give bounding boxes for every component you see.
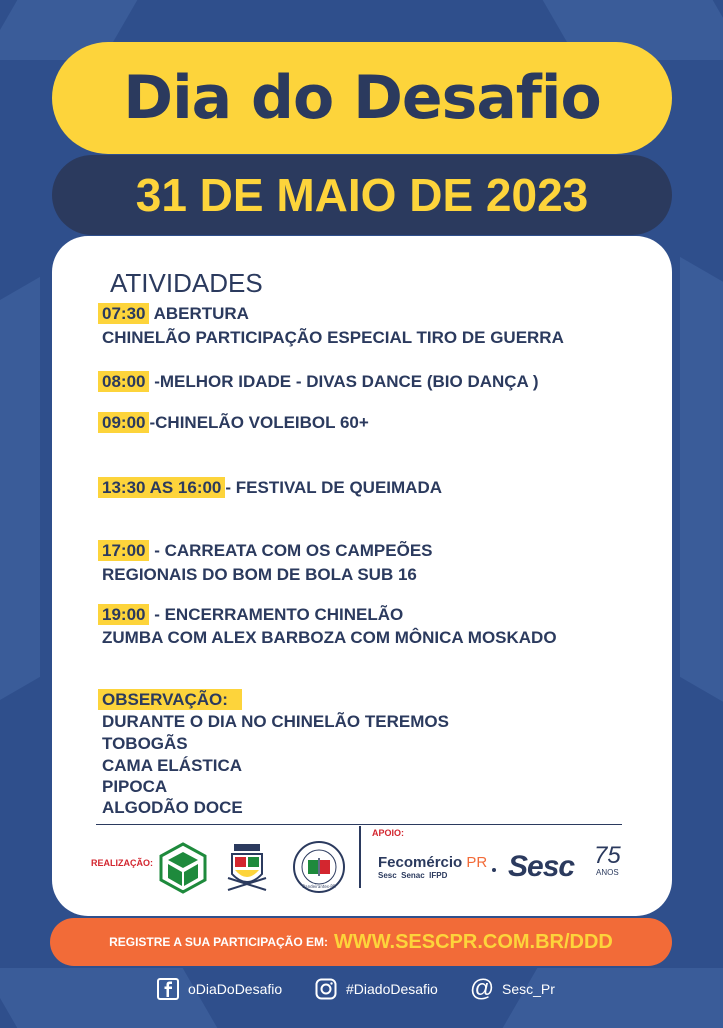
- realizacao-label: REALIZAÇÃO:: [91, 858, 153, 868]
- at-text: Sesc_Pr: [502, 981, 555, 997]
- schedule-time: 07:30: [98, 303, 149, 324]
- fecomercio-pr: PR: [466, 854, 488, 871]
- section-heading: ATIVIDADES: [110, 268, 263, 298]
- city-crest-logo: [226, 842, 268, 894]
- event-date: 31 DE MAIO DE 2023: [135, 169, 589, 221]
- schedule-detail: REGIONAIS DO BOM DE BOLA SUB 16: [102, 565, 417, 584]
- schedule-item: [98, 478, 442, 498]
- date-banner: [52, 155, 672, 235]
- footer-divider: [96, 824, 622, 825]
- at-handle[interactable]: [470, 974, 555, 1004]
- schedule-time: 17:00: [98, 540, 149, 561]
- page-title: Dia do Desafio: [123, 63, 601, 133]
- schedule-item: [98, 372, 539, 392]
- schedule-text: -MELHOR IDADE - DIVAS DANCE (BIO DANÇA ): [149, 372, 539, 391]
- observation-line: CAMA ELÁSTICA: [102, 756, 243, 775]
- schedule-item: [98, 541, 433, 561]
- register-label: REGISTRE A SUA PARTICIPAÇÃO EM:: [109, 935, 328, 949]
- apoio-label: APOIO:: [372, 828, 405, 838]
- observation-line: ALGODÃO DOCE: [102, 798, 243, 817]
- observation-line: PIPOCA: [102, 777, 168, 796]
- green-emblem-logo: [158, 842, 208, 894]
- facebook-handle[interactable]: [156, 974, 282, 1004]
- instagram-handle[interactable]: [314, 974, 438, 1004]
- background-shape: [0, 277, 40, 723]
- observation-line: TOBOGÃS: [102, 734, 188, 753]
- schedule-item: [98, 413, 369, 433]
- observation-label-text: OBSERVAÇÃO:: [98, 689, 242, 710]
- sesc-logo: Sesc: [508, 850, 575, 883]
- fecomercio-text: Fecomércio: [378, 854, 463, 871]
- instagram-icon: [314, 977, 338, 1001]
- anniversary-number: 75: [594, 842, 621, 869]
- schedule-item: [98, 304, 249, 324]
- schedule-time: 09:00: [98, 412, 149, 433]
- seal-city: Bandeirantes-PR: [302, 884, 336, 889]
- at-icon: @: [469, 975, 495, 1002]
- schedule-time: 19:00: [98, 604, 149, 625]
- education-seal-logo: [292, 840, 346, 894]
- background-shape: [680, 257, 723, 723]
- separator-dot: [492, 868, 496, 872]
- schedule-text: -CHINELÃO VOLEIBOL 60+: [149, 413, 369, 432]
- instagram-text: #DiadoDesafio: [346, 981, 438, 997]
- observation-label: [98, 690, 242, 710]
- schedule-time: 08:00: [98, 371, 149, 392]
- schedule-text: - FESTIVAL DE QUEIMADA: [225, 478, 442, 497]
- schedule-detail: ZUMBA COM ALEX BARBOZA COM MÔNICA MOSKADO: [102, 628, 557, 647]
- observation-line: DURANTE O DIA NO CHINELÃO TEREMOS: [102, 712, 449, 731]
- facebook-icon: [156, 977, 180, 1001]
- anniversary-label: ANOS: [596, 868, 619, 877]
- fecomercio-sub: Sesc Senac IFPD: [378, 871, 448, 880]
- schedule-text: - CARREATA COM OS CAMPEÕES: [149, 541, 433, 560]
- register-url-link[interactable]: WWW.SESCPR.COM.BR/DDD: [334, 930, 613, 953]
- title-banner: [52, 42, 672, 154]
- schedule-detail: CHINELÃO PARTICIPAÇÃO ESPECIAL TIRO DE GUERRA: [102, 328, 564, 347]
- register-banner: [50, 918, 672, 966]
- facebook-text: oDiaDoDesafio: [188, 981, 283, 997]
- schedule-text: ABERTURA: [149, 304, 249, 323]
- schedule-time: 13:30 AS 16:00: [98, 477, 225, 498]
- footer-vertical-divider: [359, 826, 361, 888]
- schedule-text: - ENCERRAMENTO CHINELÃO: [149, 605, 404, 624]
- fecomercio-logo: [378, 854, 487, 880]
- anniversary-badge: [594, 844, 621, 877]
- schedule-item: [98, 605, 403, 625]
